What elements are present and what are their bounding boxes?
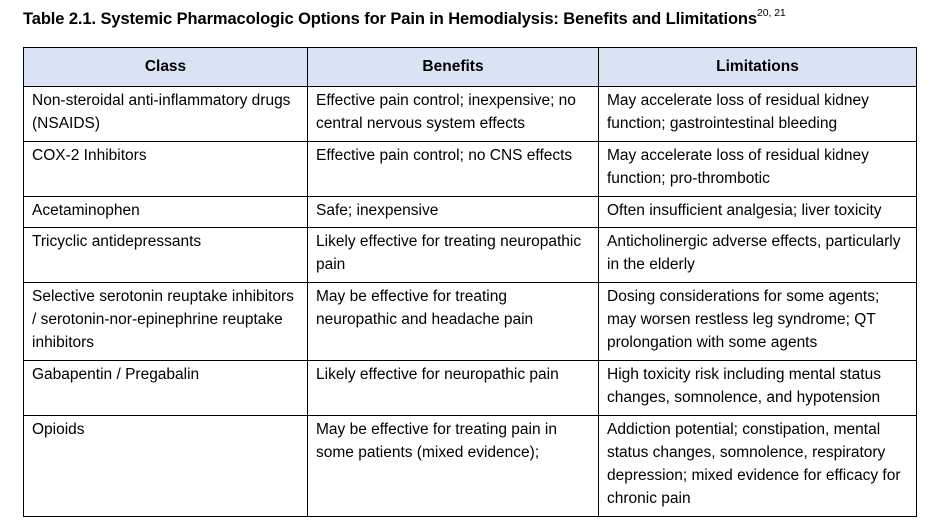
table-row bbox=[24, 283, 917, 361]
cell-class: Opioids bbox=[24, 416, 308, 517]
table-row bbox=[24, 416, 917, 517]
cell-benefits: May be effective for treating pain in some patients (mixed evidence); bbox=[308, 416, 599, 517]
table-row bbox=[24, 87, 917, 142]
cell-class: Non-steroidal anti-inflammatory drugs (NSAIDS) bbox=[24, 87, 308, 142]
cell-class: Acetaminophen bbox=[24, 197, 308, 228]
cell-class: Selective serotonin reuptake inhibitors / serotonin-nor-epinephrine reuptake inhibitors bbox=[24, 283, 308, 361]
cell-limitations: Dosing considerations for some agents; may worsen restless leg syndrome; QT prolongation with some agents bbox=[599, 283, 917, 361]
table-title bbox=[23, 6, 786, 29]
cell-class: Tricyclic antidepressants bbox=[24, 228, 308, 283]
cell-benefits: Effective pain control; no CNS effects bbox=[308, 142, 599, 197]
cell-limitations: Often insufficient analgesia; liver toxicity bbox=[599, 197, 917, 228]
cell-limitations: High toxicity risk including mental status changes, somnolence, and hypotension bbox=[599, 361, 917, 416]
cell-limitations: Addiction potential; constipation, mental status changes, somnolence, respiratory depression; mixed evidence for efficacy for chronic pain bbox=[599, 416, 917, 517]
table-row bbox=[24, 142, 917, 197]
cell-limitations: May accelerate loss of residual kidney function; gastrointestinal bleeding bbox=[599, 87, 917, 142]
table-row bbox=[24, 197, 917, 228]
header-class: Class bbox=[24, 48, 308, 87]
header-row bbox=[24, 48, 917, 87]
cell-benefits: May be effective for treating neuropathic and headache pain bbox=[308, 283, 599, 361]
table-title-text: Table 2.1. Systemic Pharmacologic Options for Pain in Hemodialysis: Benefits and Llimitations bbox=[23, 10, 757, 28]
cell-class: COX-2 Inhibitors bbox=[24, 142, 308, 197]
cell-benefits: Likely effective for treating neuropathic pain bbox=[308, 228, 599, 283]
cell-class: Gabapentin / Pregabalin bbox=[24, 361, 308, 416]
reference-superscript: 20, 21 bbox=[757, 6, 786, 19]
cell-limitations: May accelerate loss of residual kidney function; pro-thrombotic bbox=[599, 142, 917, 197]
header-limitations: Limitations bbox=[599, 48, 917, 87]
table-row bbox=[24, 228, 917, 283]
cell-benefits: Safe; inexpensive bbox=[308, 197, 599, 228]
cell-benefits: Likely effective for neuropathic pain bbox=[308, 361, 599, 416]
cell-limitations: Anticholinergic adverse effects, particularly in the elderly bbox=[599, 228, 917, 283]
table-row bbox=[24, 361, 917, 416]
header-benefits: Benefits bbox=[308, 48, 599, 87]
cell-benefits: Effective pain control; inexpensive; no central nervous system effects bbox=[308, 87, 599, 142]
pharmacologic-options-table bbox=[23, 47, 917, 517]
